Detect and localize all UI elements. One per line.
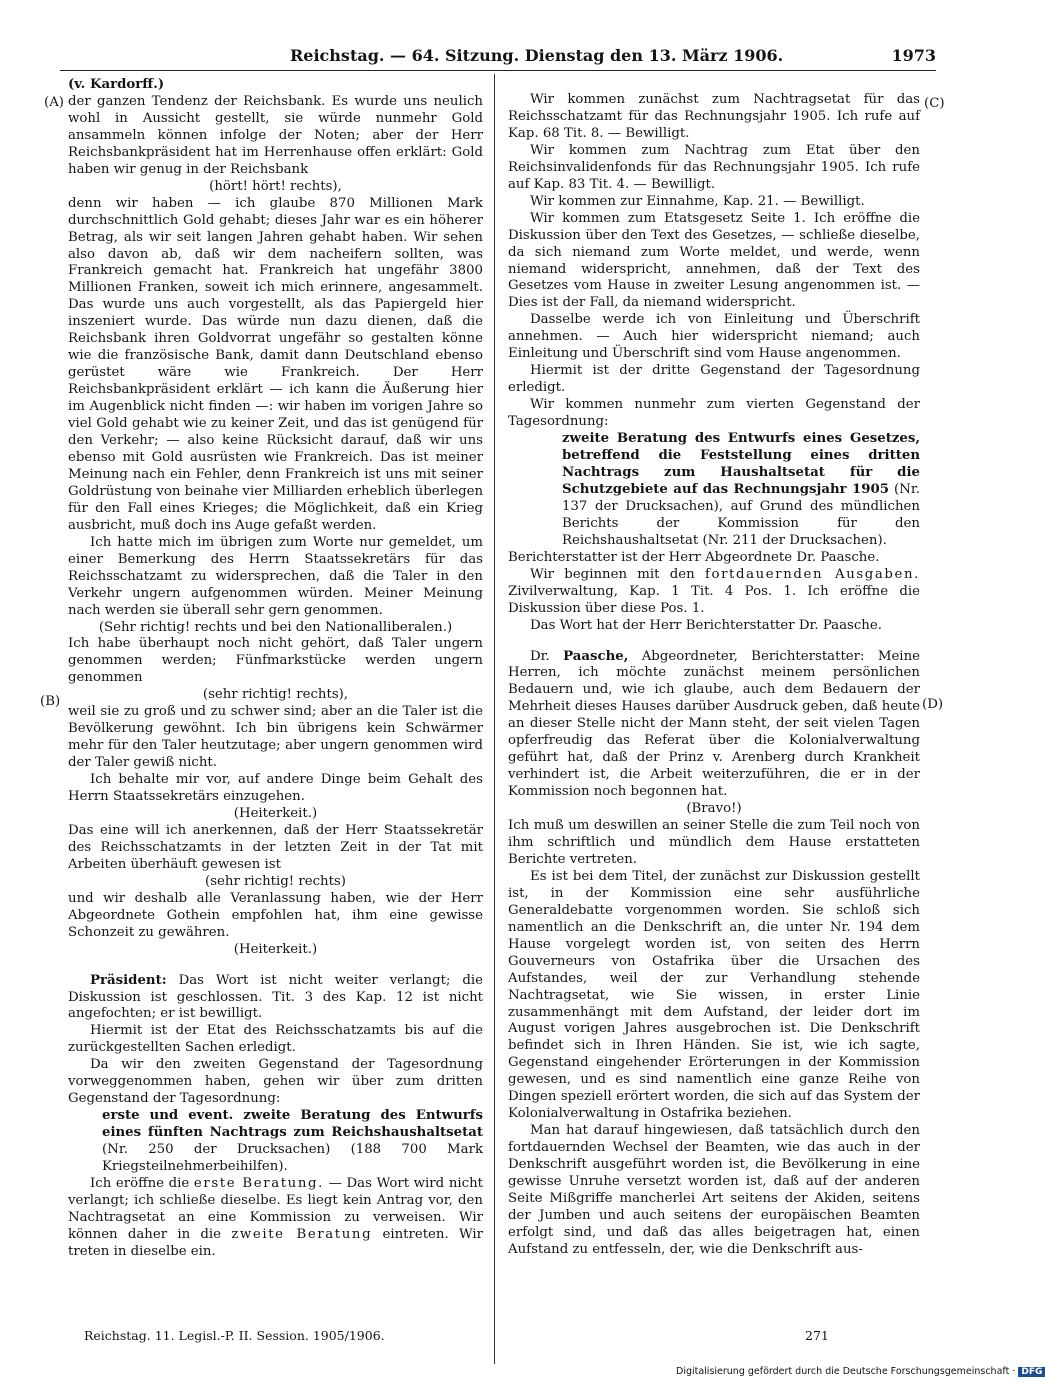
agenda-reference: (Nr. 250 der Drucksachen) (188 700 Mark Kriegsteilnehmerbeihilfen).	[102, 1142, 483, 1175]
margin-letter-c: (C)	[924, 96, 945, 111]
interjection: (hört! hört! rechts),	[209, 178, 342, 194]
text: Dr.	[530, 648, 550, 664]
agenda-reference: (Nr. 137 der Drucksachen), auf Grund des mündlichen Berichts der Kommission für den Reichshaushaltsetat (Nr. 211 der Drucksachen).	[562, 481, 920, 548]
paragraph: weil sie zu groß und zu schwer sind; aber an die Taler ist die Bevölkerung gewöhnt. Ich bin übrigens kein Schwärmer mehr für den Taler heutzutage; aber ungern genommen wird der Taler gewiß nicht.	[68, 704, 483, 771]
digitization-credit	[676, 1366, 1045, 1377]
interjection: (Bravo!)	[686, 801, 742, 817]
spacer	[68, 959, 483, 973]
paragraph	[68, 1176, 483, 1261]
paragraph: Wir kommen zunächst zum Nachtragsetat für das Reichsschatzamt für das Rechnungsjahr 1905. Ich rufe auf Kap. 68 Tit. 8. — Bewilligt.	[508, 92, 920, 141]
running-header	[60, 44, 936, 70]
spaced-text: erste Beratung.	[193, 1176, 324, 1191]
spacer	[508, 635, 920, 649]
paragraph: Das Wort hat der Herr Berichterstatter Dr. Paasche.	[530, 617, 882, 633]
paragraph: Ich habe überhaupt noch nicht gehört, daß Taler ungern genommen werden; Fünfmarkstücke werden ungern genommen	[68, 636, 483, 686]
speaker-label: Paasche,	[563, 648, 629, 664]
sheet-number: 271	[805, 1328, 829, 1343]
paragraph: Hiermit ist der Etat des Reichsschatzamts bis auf die zurückgestellten Sachen erledigt.	[68, 1023, 483, 1056]
right-column	[508, 92, 920, 1259]
agenda-title: erste und event. zweite Beratung des Entwurfs eines fünften Nachtrags zum Reichshaushaltsetat	[102, 1108, 483, 1141]
paragraph: Da wir den zweiten Gegenstand der Tagesordnung vorweggenommen haben, gehen wir über zum dritten Gegenstand der Tagesordnung:	[68, 1057, 483, 1107]
text: Wir beginnen mit den	[530, 566, 695, 582]
agenda-item	[562, 431, 920, 550]
interjection: (Heiterkeit.)	[233, 805, 318, 821]
agenda-item	[102, 1108, 483, 1176]
column-divider	[494, 74, 495, 1364]
header-rule	[60, 70, 936, 71]
text: Ich eröffne die	[90, 1176, 190, 1191]
text: Zivilverwaltung, Kap. 1 Tit. 4 Pos. 1. Ich eröffne die Diskussion über diese Pos. 1.	[508, 583, 920, 616]
interjection: (Sehr richtig! rechts und bei den Nationalliberalen.)	[98, 619, 453, 635]
interjection: (Heiterkeit.)	[233, 941, 318, 957]
speaker-label: (v. Kardorff.)	[68, 77, 165, 92]
paragraph: Wir kommen zum Etatsgesetz Seite 1. Ich eröffne die Diskussion über den Text des Gesetzes, — schließe dieselbe, da sich niemand zum Worte meldet, und werde, wenn niemand widerspricht, annehmen, daß der Text des Gesetzes vom Hause in zweiter Lesung angenommen ist. — Dies ist der Fall, da niemand widerspricht.	[508, 210, 920, 311]
footer-imprint: Reichstag. 11. Legisl.-P. II. Session. 1905/1906.	[84, 1328, 385, 1343]
paragraph	[508, 567, 920, 618]
president-paragraph	[68, 973, 483, 1024]
paragraph: Ich behalte mir vor, auf andere Dinge beim Gehalt des Herrn Staatssekretärs einzugehen.	[68, 772, 483, 805]
paragraph: Es ist bei dem Titel, der zunächst zur Diskussion gestellt ist, in der Kommission eine sehr ausführliche Generaldebatte vorgenommen worden. Sie schloß sich namentlich an die Denkschrift an, die unter Nr. 194 dem Hause vorgelegt worden ist, von seiten des Herrn Gouverneurs von Ostafrika über die Ursachen des Aufstandes, weil der zur Verhandlung stehende Nachtragsetat, wie Sie wissen, in erster Linie zusammenhängt mit dem Aufstand, der leider dort im August vorigen Jahres ausgebrochen ist. Die Denkschrift befindet sich in Ihren Händen. Sie ist, wie ich sagte, Gegenstand eingehender Erörterungen in der Kommission gewesen, und es sind namentlich eine ganze Reihe von Dingen speziell erörtert worden, die sich auf das System der Kolonialverwaltung in Ostafrika beziehen.	[508, 868, 920, 1122]
interjection: (sehr richtig! rechts),	[202, 687, 349, 703]
paragraph: und wir deshalb alle Veranlassung haben, wie der Herr Abgeordnete Gothein empfohlen hat, ihm eine gewisse Schonzeit zu gewähren.	[68, 890, 483, 940]
interjection: (sehr richtig! rechts)	[205, 873, 346, 889]
paragraph: Wir kommen nunmehr zum vierten Gegenstand der Tagesordnung:	[508, 397, 920, 430]
report-paragraph	[508, 649, 920, 802]
text: eintreten. Wir treten in dieselbe ein.	[68, 1226, 484, 1259]
paragraph: Ich muß um deswillen an seiner Stelle die zum Teil noch von ihm schriftlich und mündlich dem Hause erstatteten Berichte vertreten.	[508, 818, 920, 867]
text: — Das Wort wird nicht verlangt; ich schließe dieselbe. Es liegt kein Antrag vor, den Nachtragsetat an eine Kommission zu verweisen. Wir können daher in die	[68, 1176, 483, 1242]
page-number: 1973	[891, 46, 936, 65]
running-title: Reichstag. — 64. Sitzung. Dienstag den 13. März 1906.	[290, 46, 784, 65]
spaced-text: zweite Beratung	[231, 1226, 373, 1242]
dfg-logo-icon: DFG	[1018, 1367, 1045, 1377]
paragraph: Hiermit ist der dritte Gegenstand der Tagesordnung erledigt.	[508, 363, 920, 396]
paragraph: denn wir haben — ich glaube 870 Millionen Mark durchschnittlich Gold gehabt; dieses Jahr war es ein höherer Betrag, als wir seit langen Jahren gehabt haben. Wir sehen also davon ab, daß wir dem nacheifern sollten, was Frankreich gemacht hat. Frankreich hat ungefähr 3800 Millionen Franken, soweit ich mich erinnere, angesammelt. Das wurde uns auch vorgestellt, als das Papiergeld hier inszeniert wurde. Das würde nun dazu dienen, daß die Reichsbank ihren Goldvorrat ungefähr so gestalten könne wie die französische Bank, damit dann Deutschland ebenso gerüstet wäre wie Frankreich. Der Herr Reichsbankpräsident erklärt — ich kann die Äußerung hier im Augenblick nicht finden —: wir haben im vorigen Jahre so viel Gold gehabt wie zu keiner Zeit, und das ist genügend für den Verkehr; — also keine Rücksicht darauf, daß wir uns ebenso mit Gold ausrüsten wie Frankreich. Das ist meiner Meinung nach ein Fehler, denn Frankreich ist uns mit seiner Goldrüstung von beinahe vier Milliarden erheblich überlegen für den Fall eines Krieges; die Möglichkeit, daß ein Krieg ausbricht, muß doch ins Auge gefaßt werden.	[68, 195, 484, 533]
paragraph: Ich hatte mich im übrigen zum Worte nur gemeldet, um einer Bemerkung des Herrn Staatssekretärs für das Reichsschatzamt zu widersprechen, daß die Taler in den Verkehr ungern aufgenommen würden. Meiner Meinung nach werden sie überall sehr gern genommen.	[68, 534, 483, 618]
spaced-text: fortdauernden Ausgaben.	[704, 566, 920, 582]
speaker-label: Präsident:	[90, 972, 167, 988]
paragraph-text: Das Wort ist nicht weiter verlangt; die Diskussion ist geschlossen. Tit. 3 des Kap. 12 ist nicht angefochten; er ist bewilligt.	[68, 972, 484, 1022]
paragraph: Wir kommen zur Einnahme, Kap. 21. — Bewilligt.	[530, 193, 865, 209]
paragraph: Wir kommen zum Nachtrag zum Etat über den Reichsinvalidenfonds für das Rechnungsjahr 1905. Ich rufe auf Kap. 83 Tit. 4. — Bewilligt.	[508, 142, 920, 192]
paragraph: Man hat darauf hingewiesen, daß tatsächlich durch den fortdauernden Wechsel der Beamten, wie das auch in der Denkschrift ausgeführt worden ist, die Bevölkerung in eine gewisse Unruhe versetzt worden ist, daß auf der anderen Seite Mißgriffe mancherlei Art seitens der Akiden, seitens der Jumben und auch seitens der europäischen Beamten erfolgt sind, und daß das alles beigetragen hat, einen Aufstand zu entfesseln, der, wie die Denkschrift aus-	[508, 1123, 920, 1257]
paragraph: Berichterstatter ist der Herr Abgeordnete Dr. Paasche.	[508, 549, 880, 565]
credit-text: Digitalisierung gefördert durch die Deutsche Forschungsgemeinschaft ·	[676, 1366, 1016, 1377]
margin-letter-b: (B)	[40, 694, 61, 709]
agenda-title: zweite Beratung des Entwurfs eines Gesetzes, betreffend die Feststellung eines dritten Nachtrags zum Haushaltsetat für die Schutzgebiete auf das Rechnungsjahr 1905	[562, 431, 920, 497]
paragraph: der ganzen Tendenz der Reichsbank. Es wurde uns neulich wohl in Aussicht gestellt, sie würde nunmehr Gold ansammeln können infolge der Noten; aber der Herr Reichsbankpräsident hat im Herrenhause offen erklärt: Gold haben wir genug in der Reichsbank	[68, 93, 483, 177]
text: Abgeordneter, Berichterstatter: Meine Herren, ich möchte zunächst meinem persönlichen Bedauern und, wie ich glaube, auch dem Bedauern der Mehrheit dieses Hauses darüber Ausdruck geben, daß heute an dieser Stelle nicht der Mann steht, der seit vielen Tagen opferfreudig das Referat über die Kolonialverwaltung geführt hat, daß der Prinz v. Arenberg durch Krankheit verhindert ist, die Arbeit weiterzuführen, die er in der Kommission noch begonnen hat.	[508, 648, 920, 800]
margin-letter-a: (A)	[44, 95, 64, 110]
paragraph: Dasselbe werde ich von Einleitung und Überschrift annehmen. — Auch hier widerspricht niemand; auch Einleitung und Überschrift sind vom Hause angenommen.	[508, 312, 920, 362]
margin-letter-d: (D)	[922, 697, 944, 712]
paragraph: Das eine will ich anerkennen, daß der Herr Staatssekretär des Reichsschatzamts in der letzten Zeit in der Tat mit Arbeiten überhäuft gewesen ist	[68, 822, 483, 872]
left-column	[68, 77, 483, 1261]
